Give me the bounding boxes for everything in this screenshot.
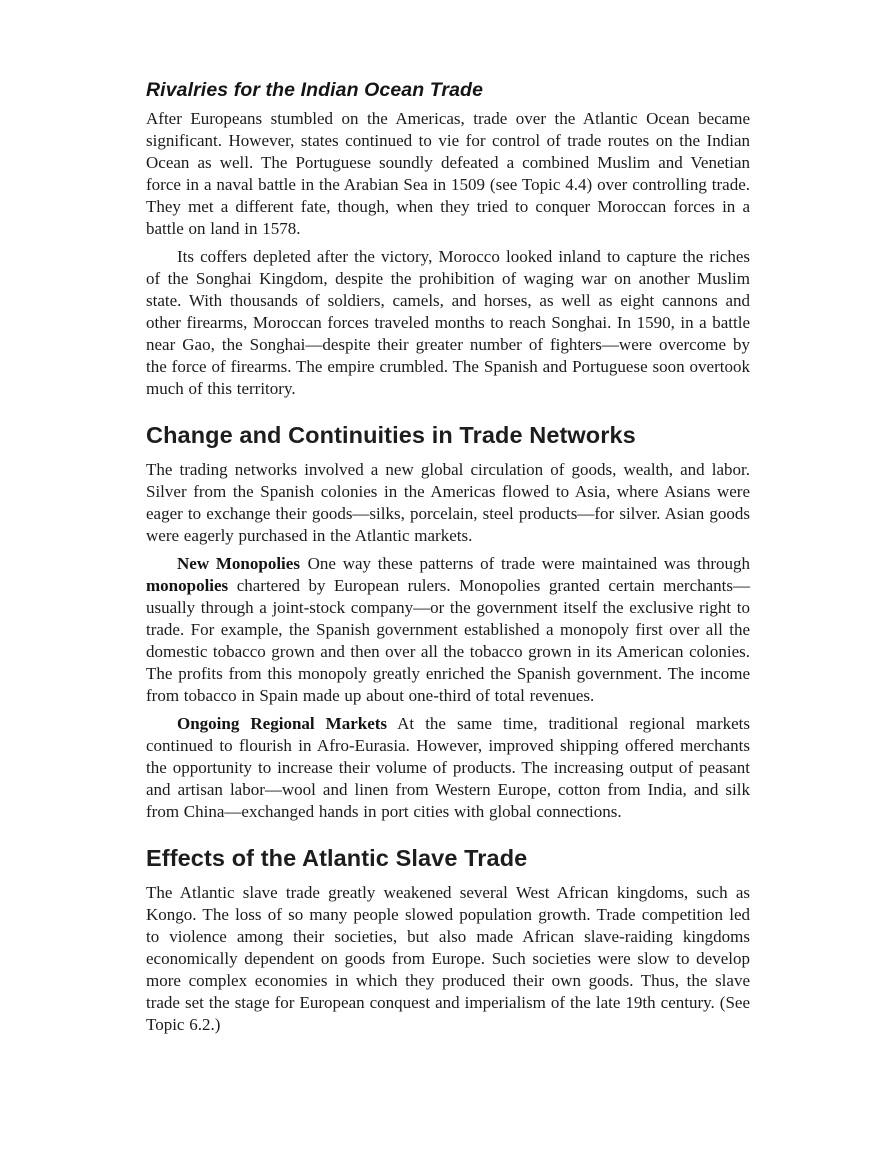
section-rivalries <box>146 78 750 400</box>
paragraph-rivalries-1: After Europeans stumbled on the Americas, trade over the Atlantic Ocean became significant. However, states continued to vie for control of trade routes on the Indian Ocean as well. The Portuguese soundly defeated a combined Muslim and Venetian force in a naval battle in the Arabian Sea in 1509 (see Topic 4.4) over controlling trade. They met a different fate, though, when they tried to conquer Moroccan forces in a battle on land in 1578. <box>146 109 750 238</box>
section-slave-trade <box>146 843 750 1036</box>
section-trade-networks <box>146 420 750 823</box>
paragraph-text: One way these patterns of trade were maintained was through <box>307 554 751 573</box>
paragraph-regional-markets <box>146 713 750 823</box>
paragraph-text: chartered by European rulers. Monopolies granted certain merchants—usually through a joint-stock company—or the government itself the exclusive right to trade. For example, the Spanish government established a monopoly first over all the domestic tobacco grown and then over all the tobacco grown in its American colonies. The profits from this monopoly greatly enriched the Spanish government. The income from tobacco in Spain made up about one-third of total revenues. <box>146 576 750 705</box>
paragraph-new-monopolies <box>146 553 750 707</box>
paragraph-lead-regional-markets: Ongoing Regional Markets <box>177 714 388 733</box>
paragraph-rivalries-2: Its coffers depleted after the victory, Morocco looked inland to capture the riches of the Songhai Kingdom, despite the prohibition of waging war on another Muslim state. With thousands of soldiers, camels, and horses, as well as eight cannons and other firearms, Moroccan forces traveled months to reach Songhai. In 1590, in a battle near Gao, the Songhai—despite their greater number of fighters—were overcome by the force of firearms. The empire crumbled. The Spanish and Portuguese soon overtook much of this territory. <box>146 247 750 398</box>
section-heading-trade-networks: Change and Continuities in Trade Networks <box>146 422 636 448</box>
paragraph-trade-networks-1: The trading networks involved a new global circulation of goods, wealth, and labor. Silver from the Spanish colonies in the Americas flowed to Asia, where Asians were eager to exchange their goods—silks, porcelain, steel products—for silver. Asian goods were eagerly purchased in the Atlantic markets. <box>146 460 750 545</box>
paragraph-slave-trade-1: The Atlantic slave trade greatly weakened several West African kingdoms, such as Kongo. The loss of so many people slowed population growth. Trade competition led to violence among their societies, but also made African slave-raiding kingdoms economically dependent on goods from Europe. Such societies were slow to develop more complex economies in which they produced their own goods. Thus, the slave trade set the stage for European conquest and imperialism of the late 19th century. (See Topic 6.2.) <box>146 883 750 1034</box>
paragraph-lead-new-monopolies: New Monopolies <box>177 554 300 573</box>
page-content <box>146 78 750 1036</box>
paragraph-text: At the same time, traditional regional markets continued to flourish in Afro-Eurasia. However, improved shipping offered merchants the opportunity to increase their volume of products. The increasing output of peasant and artisan labor—wool and linen from Western Europe, cotton from India, and silk from China—exchanged hands in port cities with global connections. <box>146 714 750 821</box>
bold-term-monopolies: monopolies <box>146 576 229 595</box>
subsection-heading-rivalries: Rivalries for the Indian Ocean Trade <box>146 79 484 101</box>
section-heading-slave-trade: Effects of the Atlantic Slave Trade <box>146 845 528 871</box>
